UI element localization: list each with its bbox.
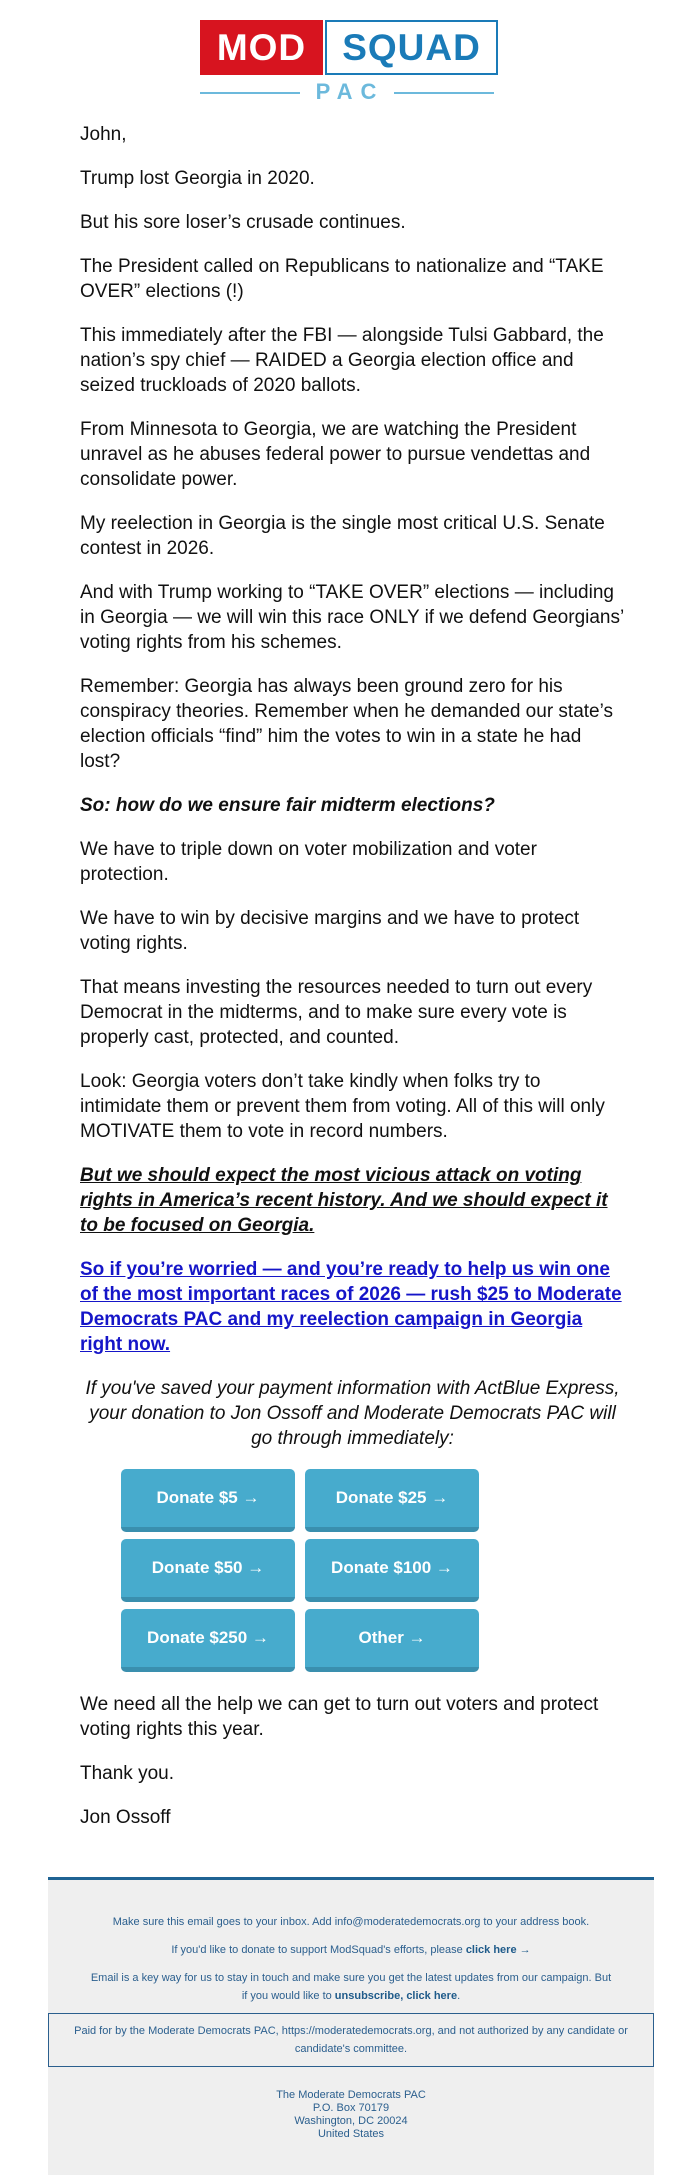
donate-50-button[interactable]: Donate $50 → [121,1539,295,1602]
paragraph: This immediately after the FBI — alongside Tulsi Gabbard, the nation’s spy chief — RAIDED a Georgia election office and seized truckloads of 2020 ballots. [80,325,604,396]
mailing-address [48,2089,654,2141]
paid-for-disclaimer: Paid for by the Moderate Democrats PAC, https://moderatedemocrats.org, and not authorized by any candidate or candidate's committee. [48,2013,654,2067]
paragraph: Trump lost Georgia in 2020. [80,168,315,189]
donate-25-button[interactable]: Donate $25 → [305,1469,479,1532]
paragraph: That means investing the resources needed to turn out every Democrat in the midterms, and to make sure every vote is properly cast, protected, and counted. [80,977,593,1048]
unsubscribe-period: . [457,1990,461,2002]
logo-pac: PAC [315,79,385,104]
donate-support-text: If you'd like to donate to support ModSquad's efforts, please [171,1944,466,1956]
donate-button-grid [121,1469,625,1672]
paragraph: Remember: Georgia has always been ground zero for his conspiracy theories. Remember when he demanded our state’s election officials “find” him the votes to win in a state he had lost? [80,676,613,772]
logo-squad: SQUAD [325,20,498,75]
donate-click-here-link[interactable]: click here → [465,1944,531,1956]
paragraph: The President called on Republicans to nationalize and “TAKE OVER” elections (!) [80,256,604,302]
paragraph: We have to triple down on voter mobilization and voter protection. [80,839,537,885]
paragraph: We need all the help we can get to turn out voters and protect voting rights this year. [80,1694,599,1740]
address-line: P.O. Box 70179 [312,2102,390,2114]
address-line: The Moderate Democrats PAC [276,2089,426,2101]
email-body [80,122,625,1849]
unsubscribe-link[interactable]: unsubscribe, click here [334,1990,458,2002]
unsubscribe-text: Email is a key way for us to stay in touch and make sure you get the latest updates from our campaign. But if you would like to [90,1972,612,2002]
donate-other-button[interactable]: Other → [305,1609,479,1672]
email-footer [48,1877,654,2175]
donate-250-button[interactable]: Donate $250 → [121,1609,295,1672]
paragraph: We have to win by decisive margins and we have to protect voting rights. [80,908,580,954]
paragraph: Look: Georgia voters don’t take kindly when folks try to intimidate them or prevent them from voting. All of this will only MOTIVATE them to vote in record numbers. [80,1071,605,1142]
signature: Jon Ossoff [80,1807,171,1828]
sign-off: Thank you. [80,1763,174,1784]
donate-100-button[interactable]: Donate $100 → [305,1539,479,1602]
donate-support-note [88,1941,614,1959]
inbox-note: Make sure this email goes to your inbox. Add info@moderatedemocrats.org to your address book. [112,1916,590,1928]
donate-5-button[interactable]: Donate $5 → [121,1469,295,1532]
greeting: John, [80,124,127,145]
address-line: Washington, DC 20024 [294,2115,408,2127]
address-line: United States [317,2128,385,2140]
actblue-express-note: If you've saved your payment information with ActBlue Express, your donation to Jon Ossoff and Moderate Democrats PAC will go through immediately: [85,1378,620,1449]
paragraph: From Minnesota to Georgia, we are watching the President unravel as he abuses federal power to pursue vendettas and consolidate power. [80,419,591,490]
emphasis-paragraph: But we should expect the most vicious attack on voting rights in America’s recent history. And we should expect it to be focused on Georgia. [80,1165,608,1236]
paragraph: My reelection in Georgia is the single most critical U.S. Senate contest in 2026. [80,513,605,559]
unsubscribe-note [88,1969,614,2005]
question-heading: So: how do we ensure fair midterm elections? [80,795,495,816]
logo-mod: MOD [200,20,323,75]
donate-cta-link[interactable]: So if you’re worried — and you’re ready to help us win one of the most important races of 2026 — rush $25 to Moderate Democrats PAC and my reelection campaign in Georgia right now. [80,1259,622,1355]
paragraph: But his sore loser’s crusade continues. [80,212,406,233]
paragraph: And with Trump working to “TAKE OVER” elections — including in Georgia — we will win this race ONLY if we defend Georgians’ voting rights from his schemes. [80,582,624,653]
modsquad-pac-logo [200,20,500,102]
